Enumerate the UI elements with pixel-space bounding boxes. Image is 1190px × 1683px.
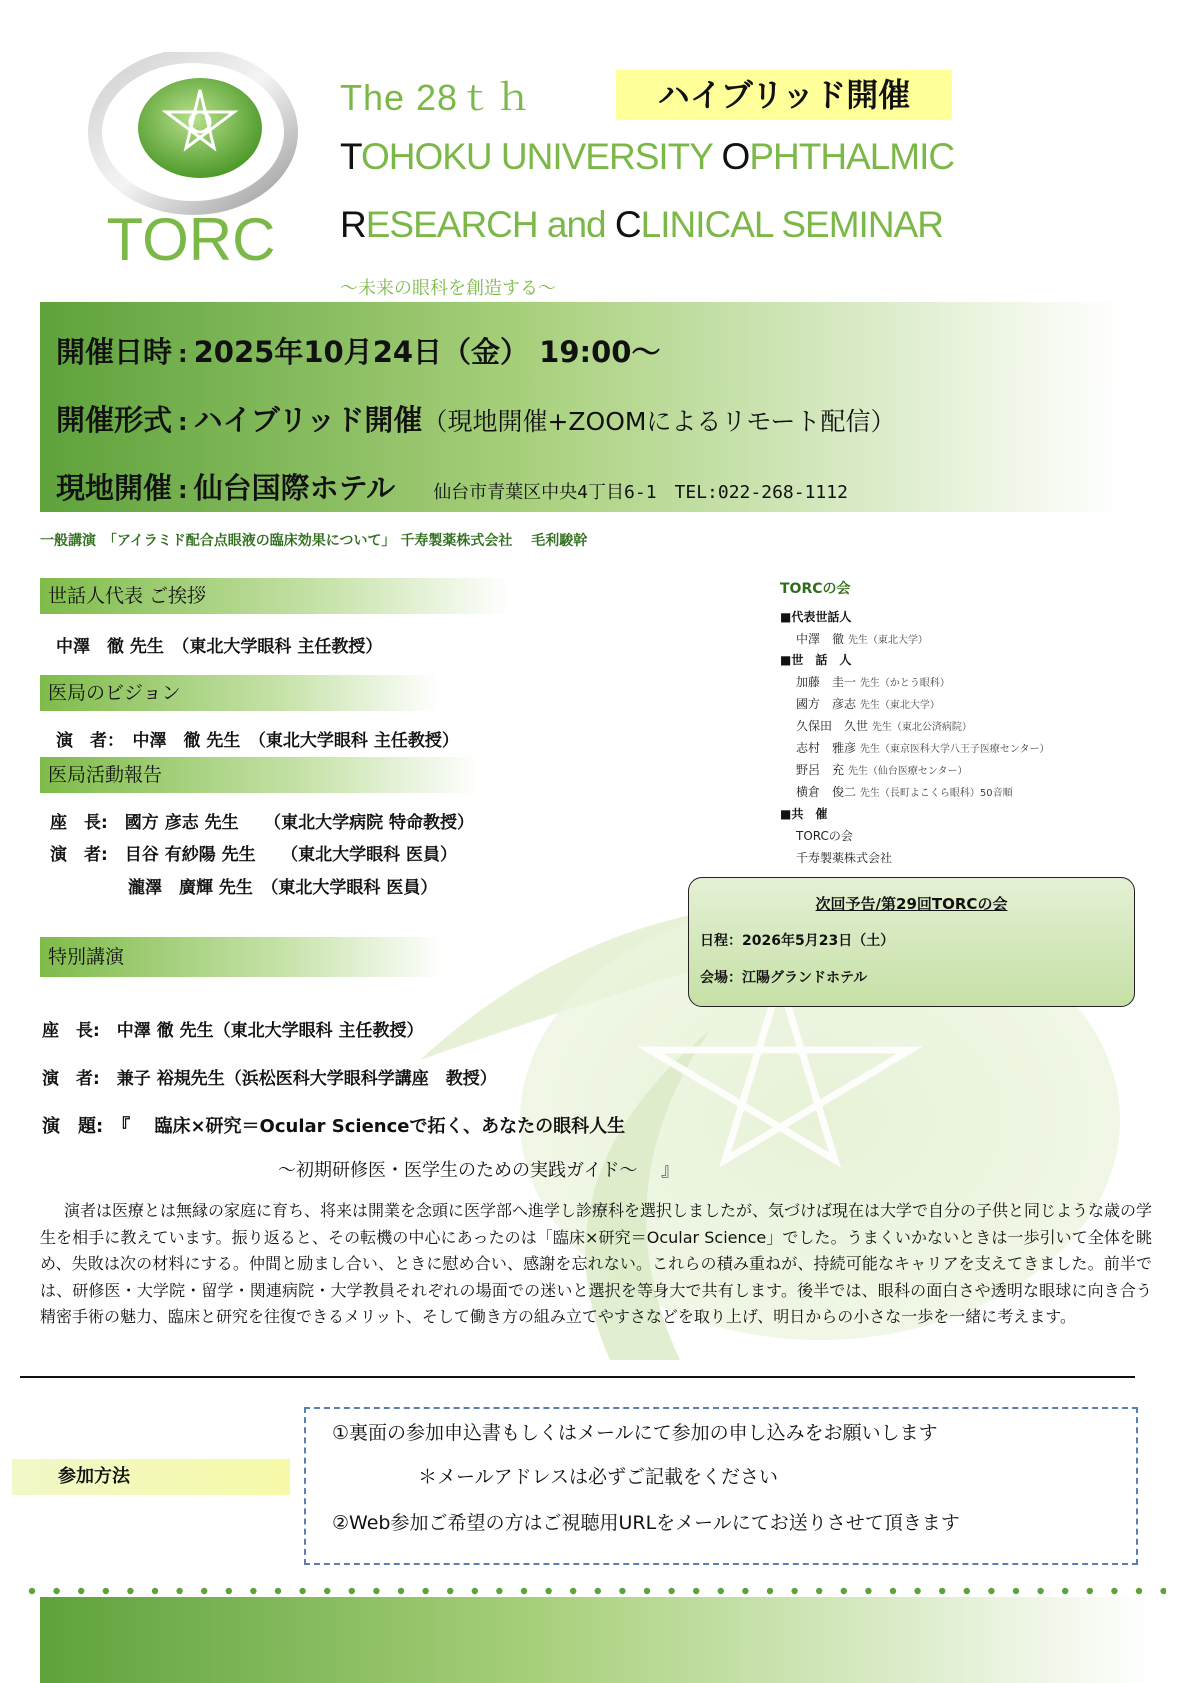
divider-dot	[349, 1588, 355, 1594]
divider-dot	[988, 1588, 994, 1594]
divider-dot	[29, 1588, 35, 1594]
divider-dot	[324, 1588, 330, 1594]
date-value: 2025年10月24日（金） 19:00〜	[193, 335, 661, 369]
report-speaker-2: 瀧澤 廣輝 先生 （東北大学眼科 医員）	[128, 878, 438, 898]
divider	[20, 1376, 1135, 1378]
divider-dot	[447, 1588, 453, 1594]
divider-dot	[619, 1588, 625, 1594]
divider-dot	[176, 1588, 182, 1594]
venue-colon: :	[178, 476, 188, 504]
title-initial-c: C	[614, 204, 641, 245]
divider-dot	[373, 1588, 379, 1594]
date-row	[56, 330, 660, 371]
lecture-abstract: 演者は医療とは無縁の家庭に育ち、将来は開業を念頭に医学部へ進学し診療科を選択しましたが、気づけば現在は大学で自分の子供と同じような歳の学生を相手に教えています。振り返ると、その転機の中心にあったのは「臨床×研究＝Ocular Science」でした。うまくいかないときは一歩引いて全体を眺め、失敗は次の材料にする。仲間と励まし合い、ときに慰め合い、感謝を忘れない。これらの積み重ねが、持続可能なキャリアを支えてきました。前半では、研修医・大学院・留学・関連病院・大学教員それぞれの場面での迷いと選択を等身大で共有します。後半では、眼科の面白さや透明な眼球に向き合う精密手術の魅力、臨床と研究を往復できるメリット、そして働き方の組み立てやすさなどを取り上げ、明日からの小さな一歩を一緒に考えます。	[40, 1201, 1153, 1326]
participation-line-2: ＊メールアドレスは必ずご記載をください	[418, 1466, 779, 1488]
title-line-2	[340, 204, 943, 246]
date-colon: :	[178, 340, 188, 368]
hybrid-badge: ハイブリッド開催	[616, 70, 952, 120]
format-sub: （現地開催+ZOOMによるリモート配信）	[422, 407, 896, 436]
committee-member: 横倉 俊二 先生（長町よこくら眼科）50音順	[796, 785, 1013, 799]
divider-dot	[1160, 1588, 1166, 1594]
divider-dot	[1087, 1588, 1093, 1594]
committee-sponsor: TORCの会	[796, 829, 853, 843]
divider-dot	[865, 1588, 871, 1594]
divider-dot	[890, 1588, 896, 1594]
divider-dot	[152, 1588, 158, 1594]
section-vision: 医局のビジョン	[40, 675, 440, 711]
report-speaker: 演 者: 目谷 有紗陽 先生 （東北大学眼科 医員）	[50, 845, 458, 865]
divider-dot	[791, 1588, 797, 1594]
special-topic-sub: 〜初期研修医・医学生のための実践ガイド〜 』	[278, 1160, 680, 1181]
venue-address: 仙台市青葉区中央4丁目6-1 TEL:022-268-1112	[433, 482, 848, 503]
dotted-divider	[26, 1584, 1166, 1598]
divider-dot	[644, 1588, 650, 1594]
title-initial-r: R	[340, 204, 366, 245]
format-value: ハイブリッド開催	[193, 403, 423, 437]
divider-dot	[841, 1588, 847, 1594]
title-initial-o: O	[721, 136, 750, 177]
divider-dot	[226, 1588, 232, 1594]
divider-dot	[1013, 1588, 1019, 1594]
vision-line: 演 者： 中澤 徹 先生 （東北大学眼科 主任教授）	[56, 731, 459, 751]
torc-logo	[88, 52, 298, 292]
divider-dot	[668, 1588, 674, 1594]
committee-members-label: ■世 話 人	[780, 653, 852, 667]
greeting-line: 中澤 徹 先生 （東北大学眼科 主任教授）	[56, 637, 383, 657]
subtitle: 〜未来の眼科を創造する〜	[340, 278, 556, 299]
divider-dot	[299, 1588, 305, 1594]
title-text-2b: LINICAL SEMINAR	[640, 204, 943, 245]
divider-dot	[201, 1588, 207, 1594]
divider-dot	[767, 1588, 773, 1594]
divider-dot	[939, 1588, 945, 1594]
divider-dot	[1037, 1588, 1043, 1594]
participation-label: 参加方法	[12, 1459, 290, 1495]
edition-label: The 28ｔｈ	[340, 77, 533, 118]
divider-dot	[595, 1588, 601, 1594]
divider-dot	[1062, 1588, 1068, 1594]
committee-sponsor: 千寿製薬株式会社	[796, 851, 893, 865]
divider-dot	[1111, 1588, 1117, 1594]
divider-dot	[693, 1588, 699, 1594]
venue-label: 現地開催	[56, 471, 173, 505]
divider-dot	[53, 1588, 59, 1594]
divider-dot	[422, 1588, 428, 1594]
title-text-1b: PHTHALMIC	[749, 136, 955, 177]
participation-line-1: ①裏面の参加申込書もしくはメールにて参加の申し込みをお願いします	[332, 1422, 938, 1444]
divider-dot	[496, 1588, 502, 1594]
title-line-1	[340, 136, 954, 178]
section-special-lecture: 特別講演	[40, 937, 444, 977]
title-text-1a: OHOKU UNIVERSITY	[360, 136, 722, 177]
venue-value: 仙台国際ホテル	[193, 471, 396, 505]
divider-dot	[816, 1588, 822, 1594]
divider-dot	[472, 1588, 478, 1594]
committee-member: 志村 雅彦 先生（東京医科大学八王子医療センター）	[796, 741, 1050, 755]
divider-dot	[570, 1588, 576, 1594]
general-lecture: 一般講演 「アイラミド配合点眼液の臨床効果について」 千寿製薬株式会社 毛利駿幹	[40, 533, 588, 549]
date-label: 開催日時	[56, 335, 173, 369]
venue-row	[56, 466, 848, 507]
report-chair: 座 長: 國方 彦志 先生 （東北大学病院 特命教授）	[50, 813, 475, 833]
divider-dot	[127, 1588, 133, 1594]
title-text-2a: ESEARCH and	[365, 204, 615, 245]
divider-dot	[545, 1588, 551, 1594]
special-topic: 演 題: 『 臨床×研究＝Ocular Scienceで拓く、あなたの眼科人生	[42, 1116, 626, 1137]
format-label: 開催形式	[56, 403, 173, 437]
format-row	[56, 398, 895, 439]
divider-dot	[78, 1588, 84, 1594]
divider-dot	[914, 1588, 920, 1594]
next-notice-title: 次回予告/第29回TORCの会	[815, 895, 1008, 913]
section-report: 医局活動報告	[40, 757, 480, 793]
special-speaker: 演 者: 兼子 裕規先生（浜松医科大学眼科学講座 教授）	[42, 1069, 497, 1089]
divider-dot	[742, 1588, 748, 1594]
divider-dot	[275, 1588, 281, 1594]
divider-dot	[398, 1588, 404, 1594]
participation-line-3: ②Web参加ご希望の方はご視聴用URLをメールにてお送りさせて頂きます	[332, 1512, 960, 1534]
section-greeting: 世話人代表 ご挨拶	[40, 578, 510, 614]
committee-rep: 中澤 徹 先生（東北大学）	[796, 632, 928, 646]
title-initial-t: T	[340, 136, 361, 177]
next-notice-date: 日程：2026年5月23日（土）	[700, 933, 895, 949]
next-notice-venue: 会場：江陽グランドホテル	[700, 970, 868, 986]
committee-sponsor-label: ■共 催	[780, 807, 828, 821]
format-colon: :	[178, 408, 188, 436]
logo-text: TORC	[106, 206, 276, 273]
footer-band	[40, 1597, 1152, 1683]
divider-dot	[1136, 1588, 1142, 1594]
committee-member: 加藤 圭一 先生（かとう眼科）	[796, 675, 950, 689]
committee-member: 久保田 久世 先生（東北公済病院）	[796, 719, 972, 733]
committee-title: TORCの会	[780, 581, 851, 597]
divider-dot	[964, 1588, 970, 1594]
divider-dot	[521, 1588, 527, 1594]
committee-member: 野呂 充 先生（仙台医療センター）	[796, 763, 968, 777]
divider-dot	[718, 1588, 724, 1594]
committee-member: 國方 彦志 先生（東北大学）	[796, 697, 940, 711]
committee-rep-label: ■代表世話人	[780, 610, 852, 624]
special-chair: 座 長: 中澤 徹 先生（東北大学眼科 主任教授）	[42, 1021, 424, 1041]
divider-dot	[250, 1588, 256, 1594]
divider-dot	[103, 1588, 109, 1594]
